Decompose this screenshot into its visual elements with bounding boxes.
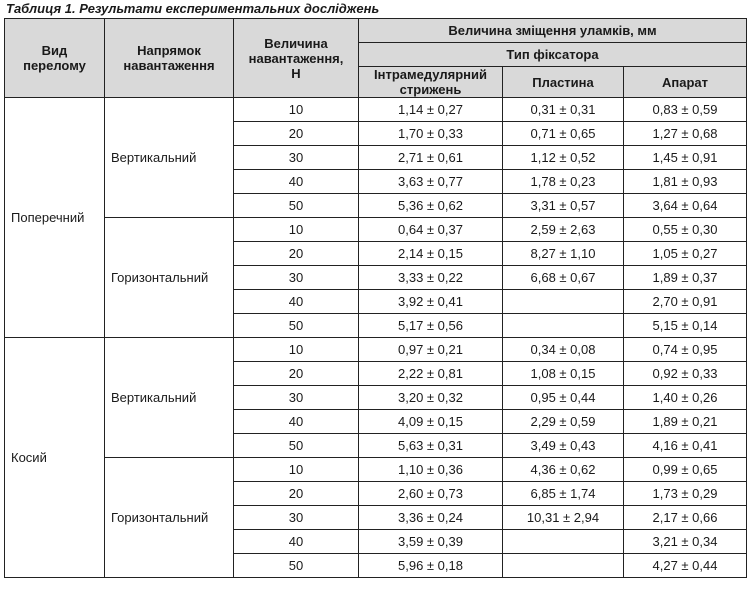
apparatus-cell: 1,81 ± 0,93 bbox=[624, 170, 747, 194]
load-value-cell: 50 bbox=[234, 554, 359, 578]
intramedullary-rod-cell: 1,14 ± 0,27 bbox=[359, 98, 503, 122]
intramedullary-rod-cell: 5,96 ± 0,18 bbox=[359, 554, 503, 578]
plate-cell: 1,08 ± 0,15 bbox=[503, 362, 624, 386]
header-load-value: Величина навантаження, Н bbox=[234, 19, 359, 98]
load-value-cell: 40 bbox=[234, 410, 359, 434]
apparatus-cell: 0,99 ± 0,65 bbox=[624, 458, 747, 482]
fracture-type-cell: Поперечний bbox=[5, 98, 105, 338]
intramedullary-rod-cell: 3,59 ± 0,39 bbox=[359, 530, 503, 554]
plate-cell: 2,59 ± 2,63 bbox=[503, 218, 624, 242]
table-row bbox=[5, 338, 747, 362]
intramedullary-rod-cell: 5,17 ± 0,56 bbox=[359, 314, 503, 338]
apparatus-cell: 2,17 ± 0,66 bbox=[624, 506, 747, 530]
plate-cell: 2,29 ± 0,59 bbox=[503, 410, 624, 434]
plate-cell: 6,85 ± 1,74 bbox=[503, 482, 624, 506]
header-fixator-type: Тип фіксатора bbox=[359, 43, 747, 67]
load-value-cell: 20 bbox=[234, 482, 359, 506]
load-direction-cell: Горизонтальний bbox=[105, 458, 234, 578]
apparatus-cell: 1,89 ± 0,21 bbox=[624, 410, 747, 434]
table-row bbox=[5, 458, 747, 482]
load-value-cell: 20 bbox=[234, 122, 359, 146]
load-value-cell: 20 bbox=[234, 242, 359, 266]
load-value-cell: 10 bbox=[234, 98, 359, 122]
plate-cell: 3,49 ± 0,43 bbox=[503, 434, 624, 458]
intramedullary-rod-cell: 3,92 ± 0,41 bbox=[359, 290, 503, 314]
plate-cell: 6,68 ± 0,67 bbox=[503, 266, 624, 290]
header-fracture-type: Вид перелому bbox=[5, 19, 105, 98]
intramedullary-rod-cell: 1,10 ± 0,36 bbox=[359, 458, 503, 482]
plate-cell: 10,31 ± 2,94 bbox=[503, 506, 624, 530]
load-value-cell: 50 bbox=[234, 194, 359, 218]
load-value-cell: 10 bbox=[234, 218, 359, 242]
load-value-cell: 40 bbox=[234, 290, 359, 314]
apparatus-cell: 1,89 ± 0,37 bbox=[624, 266, 747, 290]
header-load-direction: Напрямок навантаження bbox=[105, 19, 234, 98]
apparatus-cell: 0,55 ± 0,30 bbox=[624, 218, 747, 242]
plate-cell: 0,34 ± 0,08 bbox=[503, 338, 624, 362]
plate-cell: 1,78 ± 0,23 bbox=[503, 170, 624, 194]
plate-cell: 0,71 ± 0,65 bbox=[503, 122, 624, 146]
load-value-cell: 30 bbox=[234, 146, 359, 170]
intramedullary-rod-cell: 3,33 ± 0,22 bbox=[359, 266, 503, 290]
apparatus-cell: 4,27 ± 0,44 bbox=[624, 554, 747, 578]
load-value-cell: 30 bbox=[234, 386, 359, 410]
intramedullary-rod-cell: 2,14 ± 0,15 bbox=[359, 242, 503, 266]
intramedullary-rod-cell: 3,36 ± 0,24 bbox=[359, 506, 503, 530]
plate-cell bbox=[503, 530, 624, 554]
apparatus-cell: 5,15 ± 0,14 bbox=[624, 314, 747, 338]
load-direction-cell: Горизонтальний bbox=[105, 218, 234, 338]
table-caption: Таблиця 1. Результати експериментальних досліджень bbox=[6, 1, 380, 16]
plate-cell bbox=[503, 554, 624, 578]
load-value-cell: 10 bbox=[234, 338, 359, 362]
table-row bbox=[5, 98, 747, 122]
plate-cell bbox=[503, 314, 624, 338]
load-value-cell: 20 bbox=[234, 362, 359, 386]
load-value-cell: 30 bbox=[234, 506, 359, 530]
apparatus-cell: 1,05 ± 0,27 bbox=[624, 242, 747, 266]
apparatus-cell: 3,21 ± 0,34 bbox=[624, 530, 747, 554]
load-direction-cell: Вертикальний bbox=[105, 338, 234, 458]
load-direction-cell: Вертикальний bbox=[105, 98, 234, 218]
header-apparatus: Апарат bbox=[624, 67, 747, 98]
load-value-cell: 50 bbox=[234, 314, 359, 338]
load-value-cell: 10 bbox=[234, 458, 359, 482]
load-value-cell: 40 bbox=[234, 170, 359, 194]
header-plate: Пластина bbox=[503, 67, 624, 98]
intramedullary-rod-cell: 3,63 ± 0,77 bbox=[359, 170, 503, 194]
header-displacement: Величина зміщення уламків, мм bbox=[359, 19, 747, 43]
intramedullary-rod-cell: 2,60 ± 0,73 bbox=[359, 482, 503, 506]
plate-cell: 4,36 ± 0,62 bbox=[503, 458, 624, 482]
apparatus-cell: 0,92 ± 0,33 bbox=[624, 362, 747, 386]
header-intramedullary-rod: Інтрамедулярний стрижень bbox=[359, 67, 503, 98]
apparatus-cell: 1,40 ± 0,26 bbox=[624, 386, 747, 410]
table-row bbox=[5, 218, 747, 242]
intramedullary-rod-cell: 1,70 ± 0,33 bbox=[359, 122, 503, 146]
apparatus-cell: 0,83 ± 0,59 bbox=[624, 98, 747, 122]
apparatus-cell: 1,45 ± 0,91 bbox=[624, 146, 747, 170]
plate-cell: 0,31 ± 0,31 bbox=[503, 98, 624, 122]
plate-cell bbox=[503, 290, 624, 314]
table-body bbox=[5, 98, 747, 578]
apparatus-cell: 2,70 ± 0,91 bbox=[624, 290, 747, 314]
intramedullary-rod-cell: 4,09 ± 0,15 bbox=[359, 410, 503, 434]
intramedullary-rod-cell: 0,64 ± 0,37 bbox=[359, 218, 503, 242]
apparatus-cell: 3,64 ± 0,64 bbox=[624, 194, 747, 218]
intramedullary-rod-cell: 2,71 ± 0,61 bbox=[359, 146, 503, 170]
fracture-type-cell: Косий bbox=[5, 338, 105, 578]
apparatus-cell: 1,73 ± 0,29 bbox=[624, 482, 747, 506]
intramedullary-rod-cell: 3,20 ± 0,32 bbox=[359, 386, 503, 410]
apparatus-cell: 1,27 ± 0,68 bbox=[624, 122, 747, 146]
apparatus-cell: 0,74 ± 0,95 bbox=[624, 338, 747, 362]
intramedullary-rod-cell: 5,36 ± 0,62 bbox=[359, 194, 503, 218]
results-table bbox=[4, 18, 747, 578]
intramedullary-rod-cell: 2,22 ± 0,81 bbox=[359, 362, 503, 386]
intramedullary-rod-cell: 5,63 ± 0,31 bbox=[359, 434, 503, 458]
plate-cell: 0,95 ± 0,44 bbox=[503, 386, 624, 410]
load-value-cell: 40 bbox=[234, 530, 359, 554]
intramedullary-rod-cell: 0,97 ± 0,21 bbox=[359, 338, 503, 362]
plate-cell: 1,12 ± 0,52 bbox=[503, 146, 624, 170]
load-value-cell: 50 bbox=[234, 434, 359, 458]
plate-cell: 8,27 ± 1,10 bbox=[503, 242, 624, 266]
apparatus-cell: 4,16 ± 0,41 bbox=[624, 434, 747, 458]
plate-cell: 3,31 ± 0,57 bbox=[503, 194, 624, 218]
load-value-cell: 30 bbox=[234, 266, 359, 290]
